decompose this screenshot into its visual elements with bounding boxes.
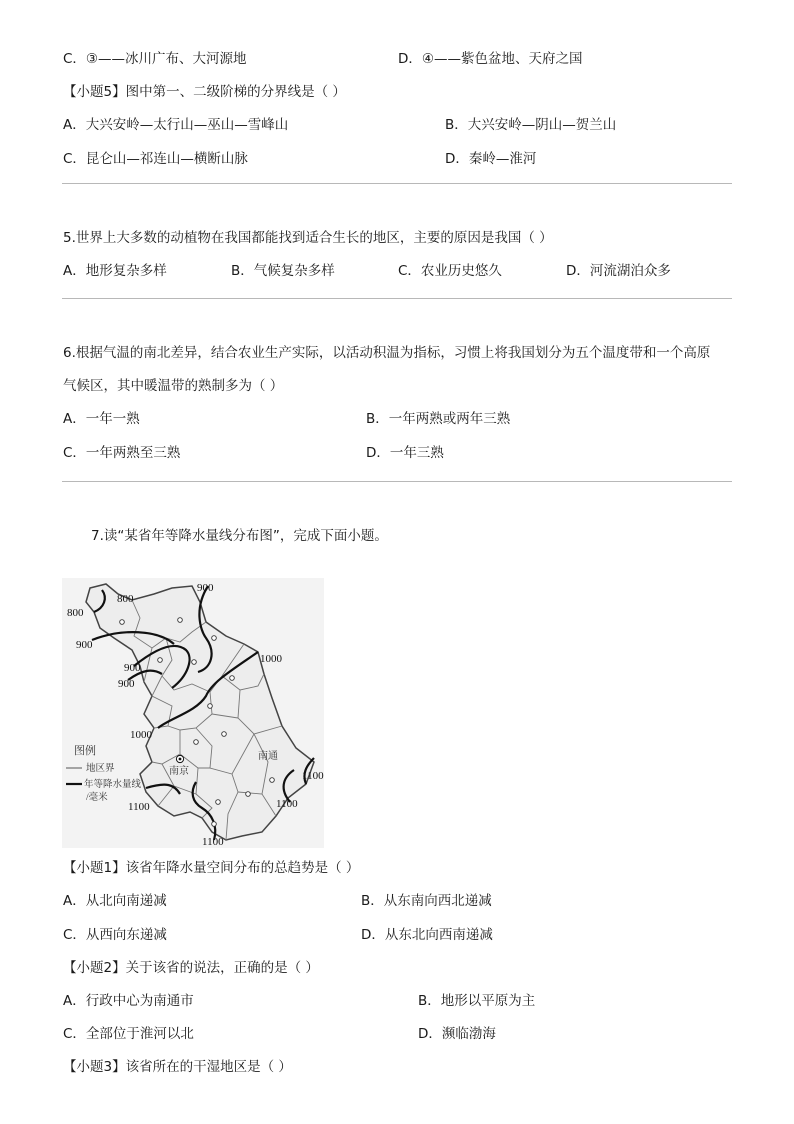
q4-sub5-option-a: A．大兴安岭—太行山—巫山—雪峰山 <box>63 117 289 133</box>
legend-title: 图例 <box>74 745 96 757</box>
iso-label-1100-east: 1100 <box>302 770 324 782</box>
q7-sub1-option-b: B．从东南向西北递减 <box>361 893 492 909</box>
iso-label-900-west: 900 <box>76 639 93 651</box>
city-label-nantong: 南通 <box>258 751 278 762</box>
iso-label-1100-southeast: 1100 <box>276 798 298 810</box>
q7-sub2-option-c: C．全部位于淮河以北 <box>63 1026 194 1042</box>
q6-option-a: A．一年一熟 <box>63 411 140 427</box>
iso-label-1000-east: 1000 <box>260 653 282 665</box>
city-label-nanjing: 南京 <box>169 766 189 777</box>
q7-sub2-stem: 【小题2】关于该省的说法，正确的是（ ） <box>63 960 319 976</box>
q4-sub5-stem: 【小题5】图中第一、二级阶梯的分界线是（ ） <box>63 84 346 100</box>
legend-isoline-unit: /毫米 <box>86 793 108 803</box>
iso-label-800-north: 800 <box>117 593 134 605</box>
q4-sub5-option-b: B．大兴安岭—阴山—贺兰山 <box>445 117 617 133</box>
q7-sub1-stem: 【小题1】该省年降水量空间分布的总趋势是（ ） <box>63 860 360 876</box>
iso-label-800-west: 800 <box>67 607 84 619</box>
precipitation-isoline-map <box>62 578 324 848</box>
iso-label-900-southwest: 900 <box>118 678 135 690</box>
legend-isoline-label: 年等降水量线 <box>84 780 142 790</box>
q6-option-b: B．一年两熟或两年三熟 <box>366 411 511 427</box>
q5-stem: 5.世界上大多数的动植物在我国都能找到适合生长的地区，主要的原因是我国（ ） <box>63 230 553 246</box>
q5-option-b: B．气候复杂多样 <box>231 263 335 279</box>
q5-option-d: D．河流湖泊众多 <box>566 263 671 279</box>
iso-label-900-center: 900 <box>124 662 141 674</box>
q6-stem-line1: 6.根据气温的南北差异，结合农业生产实际，以活动积温为指标，习惯上将我国划分为五个温度带和一个高原 <box>63 345 711 361</box>
q4-option-d: D．④——紫色盆地、天府之国 <box>398 51 583 67</box>
q5-option-a: A．地形复杂多样 <box>63 263 167 279</box>
iso-label-900-north: 900 <box>197 582 214 594</box>
q7-sub1-option-a: A．从北向南递减 <box>63 893 167 909</box>
iso-label-1100-south: 1100 <box>202 836 224 848</box>
q7-stem: 7.读“某省年等降水量线分布图”，完成下面小题。 <box>91 528 388 544</box>
q6-option-d: D．一年三熟 <box>366 445 444 461</box>
q7-sub2-option-b: B．地形以平原为主 <box>418 993 536 1009</box>
iso-label-1000-west: 1000 <box>130 729 152 741</box>
q6-stem-line2: 气候区，其中暖温带的熟制多为（ ） <box>63 378 284 394</box>
q4-sub5-option-d: D．秦岭—淮河 <box>445 151 537 167</box>
q7-sub2-option-a: A．行政中心为南通市 <box>63 993 194 1009</box>
iso-label-1100-southwest: 1100 <box>128 801 150 813</box>
legend-border-label: 地区界 <box>86 764 115 774</box>
q7-sub1-option-d: D．从东北向西南递减 <box>361 927 493 943</box>
q6-option-c: C．一年两熟至三熟 <box>63 445 181 461</box>
q7-sub2-option-d: D．濒临渤海 <box>418 1026 496 1042</box>
q4-sub5-option-c: C．昆仑山—祁连山—横断山脉 <box>63 151 248 167</box>
q5-option-c: C．农业历史悠久 <box>398 263 502 279</box>
divider <box>62 183 732 184</box>
q4-option-c: C．③——冰川广布、大河源地 <box>63 51 247 67</box>
q7-sub1-option-c: C．从西向东递减 <box>63 927 167 943</box>
q7-sub3-stem: 【小题3】该省所在的干湿地区是（ ） <box>63 1059 292 1075</box>
divider <box>62 481 732 482</box>
divider <box>62 298 732 299</box>
